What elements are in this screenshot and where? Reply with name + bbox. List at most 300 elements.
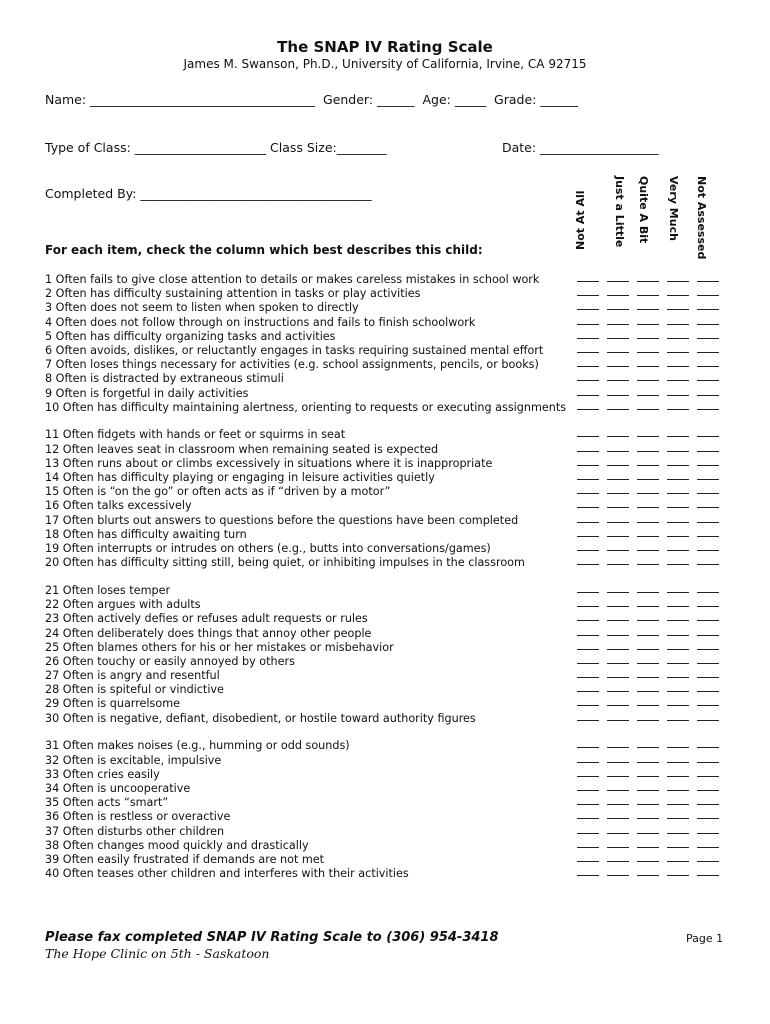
rating-checkboxes (577, 316, 719, 330)
rating-blank-column-2[interactable] (607, 542, 629, 551)
rating-blank-column-5[interactable] (697, 584, 719, 593)
rating-blank-column-2[interactable] (607, 471, 629, 480)
rating-checkboxes (577, 825, 719, 839)
rating-blank-column-4[interactable] (667, 796, 689, 805)
rating-blank-column-1[interactable] (577, 528, 599, 537)
rating-checkboxes (577, 556, 719, 570)
rating-blank-column-3[interactable] (637, 514, 659, 523)
rating-blank-column-4[interactable] (667, 655, 689, 664)
completed-by-field[interactable]: Completed By: _____________________________________ (45, 186, 372, 201)
rating-checkboxes (577, 853, 719, 867)
rating-checkboxes (577, 387, 719, 401)
rating-blank-column-3[interactable] (637, 712, 659, 721)
rating-blank-column-3[interactable] (637, 301, 659, 310)
rating-blank-column-4[interactable] (667, 514, 689, 523)
rating-blank-column-4[interactable] (667, 810, 689, 819)
rating-blank-column-5[interactable] (697, 514, 719, 523)
rating-blank-column-1[interactable] (577, 401, 599, 410)
rating-blank-column-1[interactable] (577, 301, 599, 310)
rating-checkboxes (577, 301, 719, 315)
rating-checkboxes (577, 712, 719, 726)
rating-blank-column-3[interactable] (637, 853, 659, 862)
rating-blank-column-5[interactable] (697, 316, 719, 325)
rating-blank-column-2[interactable] (607, 301, 629, 310)
rating-blank-column-1[interactable] (577, 372, 599, 381)
rating-blank-column-5[interactable] (697, 387, 719, 396)
rating-item-text: 28 Often is spiteful or vindictive (45, 683, 224, 697)
rating-blank-column-4[interactable] (667, 499, 689, 508)
rating-blank-column-5[interactable] (697, 867, 719, 876)
rating-blank-column-2[interactable] (607, 739, 629, 748)
rating-blank-column-4[interactable] (667, 839, 689, 848)
rating-item-text: 39 Often easily frustrated if demands are not met (45, 852, 325, 866)
rating-checkboxes (577, 457, 719, 471)
document-title: The SNAP IV Rating Scale (277, 38, 493, 56)
rating-item-text: 32 Often is excitable, impulsive (45, 753, 222, 767)
rating-blank-column-4[interactable] (667, 584, 689, 593)
name-gender-age-grade-field[interactable]: Name: ____________________________________ Gender: ______ Age: _____ Grade: ______ (45, 92, 578, 107)
rating-blank-column-3[interactable] (637, 457, 659, 466)
rating-blank-column-3[interactable] (637, 697, 659, 706)
rating-blank-column-5[interactable] (697, 344, 719, 353)
rating-blank-column-1[interactable] (577, 810, 599, 819)
rating-item-row (45, 499, 725, 513)
rating-item-text: 38 Often changes mood quickly and drastically (45, 838, 309, 852)
rating-blank-column-3[interactable] (637, 739, 659, 748)
rating-blank-column-1[interactable] (577, 542, 599, 551)
rating-checkboxes (577, 641, 719, 655)
rating-blank-column-2[interactable] (607, 768, 629, 777)
rating-blank-column-4[interactable] (667, 782, 689, 791)
column-header-not-assessed: Not Assessed (695, 176, 708, 260)
rating-blank-column-4[interactable] (667, 768, 689, 777)
rating-blank-column-1[interactable] (577, 556, 599, 565)
rating-item-row (45, 344, 725, 358)
rating-item-text: 35 Often acts “smart” (45, 796, 169, 810)
rating-item-text: 29 Often is quarrelsome (45, 697, 180, 711)
rating-blank-column-1[interactable] (577, 598, 599, 607)
rating-blank-column-4[interactable] (667, 697, 689, 706)
rating-blank-column-3[interactable] (637, 598, 659, 607)
rating-item-row (45, 301, 725, 315)
rating-blank-column-2[interactable] (607, 528, 629, 537)
rating-blank-column-2[interactable] (607, 499, 629, 508)
rating-blank-column-4[interactable] (667, 739, 689, 748)
rating-blank-column-3[interactable] (637, 428, 659, 437)
rating-blank-column-1[interactable] (577, 612, 599, 621)
rating-item-text: 27 Often is angry and resentful (45, 669, 220, 683)
rating-item-row (45, 712, 725, 726)
rating-item-row (45, 641, 725, 655)
rating-blank-column-4[interactable] (667, 556, 689, 565)
rating-item-text: 10 Often has difficulty maintaining alertness, orienting to requests or executing assignments (45, 400, 567, 414)
rating-blank-column-1[interactable] (577, 782, 599, 791)
rating-blank-column-3[interactable] (637, 867, 659, 876)
rating-checkboxes (577, 754, 719, 768)
rating-blank-column-1[interactable] (577, 471, 599, 480)
rating-blank-column-1[interactable] (577, 316, 599, 325)
rating-item-text: 2 Often has difficulty sustaining attention in tasks or play activities (45, 287, 421, 301)
rating-blank-column-1[interactable] (577, 669, 599, 678)
rating-blank-column-1[interactable] (577, 825, 599, 834)
rating-blank-column-3[interactable] (637, 810, 659, 819)
column-header-quite-a-bit: Quite A Bit (637, 176, 650, 244)
rating-blank-column-5[interactable] (697, 655, 719, 664)
rating-blank-column-3[interactable] (637, 471, 659, 480)
rating-item-row (45, 598, 725, 612)
rating-blank-column-4[interactable] (667, 825, 689, 834)
rating-blank-column-5[interactable] (697, 598, 719, 607)
rating-item-row (45, 273, 725, 287)
rating-blank-column-1[interactable] (577, 499, 599, 508)
rating-blank-column-3[interactable] (637, 655, 659, 664)
rating-blank-column-5[interactable] (697, 754, 719, 763)
rating-blank-column-1[interactable] (577, 273, 599, 282)
item-group (45, 273, 725, 415)
rating-checkboxes (577, 358, 719, 372)
rating-blank-column-4[interactable] (667, 867, 689, 876)
rating-blank-column-5[interactable] (697, 839, 719, 848)
rating-blank-column-5[interactable] (697, 372, 719, 381)
rating-blank-column-3[interactable] (637, 499, 659, 508)
rating-blank-column-1[interactable] (577, 796, 599, 805)
rating-blank-column-2[interactable] (607, 584, 629, 593)
rating-blank-column-4[interactable] (667, 542, 689, 551)
rating-blank-column-1[interactable] (577, 683, 599, 692)
rating-blank-column-5[interactable] (697, 401, 719, 410)
rating-blank-column-4[interactable] (667, 358, 689, 367)
document-subtitle: James M. Swanson, Ph.D., University of California, Irvine, CA 92715 (183, 57, 587, 71)
rating-blank-column-5[interactable] (697, 273, 719, 282)
rating-item-text: 22 Often argues with adults (45, 598, 201, 612)
rating-checkboxes (577, 485, 719, 499)
rating-blank-column-2[interactable] (607, 683, 629, 692)
rating-blank-column-5[interactable] (697, 330, 719, 339)
rating-blank-column-4[interactable] (667, 627, 689, 636)
rating-item-text: 34 Often is uncooperative (45, 781, 191, 795)
rating-blank-column-5[interactable] (697, 358, 719, 367)
rating-blank-column-2[interactable] (607, 344, 629, 353)
rating-blank-column-3[interactable] (637, 287, 659, 296)
rating-blank-column-4[interactable] (667, 387, 689, 396)
rating-blank-column-2[interactable] (607, 514, 629, 523)
rating-blank-column-5[interactable] (697, 669, 719, 678)
rating-blank-column-1[interactable] (577, 655, 599, 664)
rating-blank-column-4[interactable] (667, 598, 689, 607)
rating-blank-column-1[interactable] (577, 428, 599, 437)
rating-checkboxes (577, 273, 719, 287)
rating-item-text: 25 Often blames others for his or her mistakes or misbehavior (45, 640, 394, 654)
column-header-just-a-little: Just a Little (613, 176, 626, 248)
rating-item-text: 1 Often fails to give close attention to details or makes careless mistakes in school work (45, 273, 540, 286)
rating-blank-column-5[interactable] (697, 782, 719, 791)
rating-blank-column-2[interactable] (607, 641, 629, 650)
rating-blank-column-2[interactable] (607, 627, 629, 636)
rating-item-text: 12 Often leaves seat in classroom when remaining seated is expected (45, 442, 439, 456)
rating-blank-column-1[interactable] (577, 344, 599, 353)
rating-item-row (45, 853, 725, 867)
rating-blank-column-3[interactable] (637, 754, 659, 763)
rating-blank-column-2[interactable] (607, 443, 629, 452)
rating-blank-column-5[interactable] (697, 428, 719, 437)
rating-item-text: 30 Often is negative, defiant, disobedient, or hostile toward authority figures (45, 711, 476, 725)
rating-blank-column-4[interactable] (667, 683, 689, 692)
rating-blank-column-4[interactable] (667, 316, 689, 325)
rating-blank-column-5[interactable] (697, 697, 719, 706)
rating-blank-column-2[interactable] (607, 669, 629, 678)
rating-blank-column-4[interactable] (667, 344, 689, 353)
rating-item-text: 18 Often has difficulty awaiting turn (45, 527, 247, 541)
rating-item-row (45, 796, 725, 810)
rating-checkboxes (577, 542, 719, 556)
rating-item-text: 4 Often does not follow through on instructions and fails to finish schoolwork (45, 315, 476, 329)
rating-item-text: 9 Often is forgetful in daily activities (45, 386, 249, 400)
rating-blank-column-1[interactable] (577, 584, 599, 593)
rating-checkboxes (577, 796, 719, 810)
rating-blank-column-5[interactable] (697, 542, 719, 551)
rating-item-row (45, 839, 725, 853)
rating-blank-column-5[interactable] (697, 471, 719, 480)
rating-blank-column-2[interactable] (607, 457, 629, 466)
rating-checkboxes (577, 739, 719, 753)
rating-blank-column-1[interactable] (577, 287, 599, 296)
rating-blank-column-2[interactable] (607, 401, 629, 410)
rating-blank-column-3[interactable] (637, 641, 659, 650)
rating-blank-column-5[interactable] (697, 287, 719, 296)
rating-blank-column-3[interactable] (637, 330, 659, 339)
rating-blank-column-1[interactable] (577, 839, 599, 848)
rating-blank-column-2[interactable] (607, 556, 629, 565)
rating-blank-column-3[interactable] (637, 683, 659, 692)
rating-blank-column-4[interactable] (667, 457, 689, 466)
rating-blank-column-2[interactable] (607, 825, 629, 834)
rating-blank-column-1[interactable] (577, 712, 599, 721)
rating-blank-column-5[interactable] (697, 768, 719, 777)
rating-blank-column-1[interactable] (577, 330, 599, 339)
rating-blank-column-4[interactable] (667, 712, 689, 721)
rating-blank-column-3[interactable] (637, 627, 659, 636)
rating-blank-column-1[interactable] (577, 387, 599, 396)
rating-blank-column-3[interactable] (637, 316, 659, 325)
rating-blank-column-4[interactable] (667, 853, 689, 862)
rating-blank-column-4[interactable] (667, 641, 689, 650)
rating-blank-column-5[interactable] (697, 810, 719, 819)
rating-item-text: 26 Often touchy or easily annoyed by others (45, 654, 295, 668)
rating-checkboxes (577, 839, 719, 853)
rating-checkboxes (577, 528, 719, 542)
rating-item-row (45, 514, 725, 528)
rating-item-text: 3 Often does not seem to listen when spoken to directly (45, 301, 359, 315)
rating-blank-column-1[interactable] (577, 768, 599, 777)
rating-item-text: 17 Often blurts out answers to questions before the questions have been completed (45, 513, 519, 527)
rating-blank-column-2[interactable] (607, 273, 629, 282)
rating-items-list (45, 273, 725, 895)
page-number: Page 1 (686, 932, 724, 945)
rating-blank-column-5[interactable] (697, 825, 719, 834)
rating-blank-column-3[interactable] (637, 584, 659, 593)
rating-blank-column-3[interactable] (637, 358, 659, 367)
rating-blank-column-1[interactable] (577, 867, 599, 876)
rating-blank-column-5[interactable] (697, 457, 719, 466)
rating-checkboxes (577, 514, 719, 528)
rating-blank-column-1[interactable] (577, 457, 599, 466)
rating-blank-column-4[interactable] (667, 428, 689, 437)
rating-blank-column-1[interactable] (577, 739, 599, 748)
rating-item-text: 24 Often deliberately does things that annoy other people (45, 626, 372, 640)
rating-blank-column-1[interactable] (577, 641, 599, 650)
rating-blank-column-4[interactable] (667, 471, 689, 480)
rating-checkboxes (577, 768, 719, 782)
rating-blank-column-5[interactable] (697, 612, 719, 621)
rating-blank-column-5[interactable] (697, 301, 719, 310)
rating-blank-column-5[interactable] (697, 556, 719, 565)
rating-blank-column-2[interactable] (607, 598, 629, 607)
item-group (45, 428, 725, 570)
rating-blank-column-5[interactable] (697, 499, 719, 508)
rating-blank-column-2[interactable] (607, 358, 629, 367)
rating-blank-column-2[interactable] (607, 853, 629, 862)
rating-blank-column-3[interactable] (637, 387, 659, 396)
rating-blank-column-5[interactable] (697, 627, 719, 636)
rating-checkboxes (577, 683, 719, 697)
rating-blank-column-3[interactable] (637, 669, 659, 678)
rating-blank-column-1[interactable] (577, 358, 599, 367)
rating-blank-column-2[interactable] (607, 655, 629, 664)
rating-item-row (45, 683, 725, 697)
rating-blank-column-1[interactable] (577, 485, 599, 494)
rating-blank-column-5[interactable] (697, 683, 719, 692)
rating-blank-column-3[interactable] (637, 273, 659, 282)
rating-item-row (45, 669, 725, 683)
rating-blank-column-4[interactable] (667, 273, 689, 282)
rating-blank-column-4[interactable] (667, 485, 689, 494)
rating-item-row (45, 825, 725, 839)
rating-blank-column-1[interactable] (577, 443, 599, 452)
rating-checkboxes (577, 287, 719, 301)
rating-item-row (45, 782, 725, 796)
rating-blank-column-3[interactable] (637, 542, 659, 551)
rating-blank-column-3[interactable] (637, 839, 659, 848)
rating-blank-column-5[interactable] (697, 443, 719, 452)
rating-item-row (45, 372, 725, 386)
rating-blank-column-4[interactable] (667, 287, 689, 296)
rating-blank-column-2[interactable] (607, 810, 629, 819)
rating-item-text: 37 Often disturbs other children (45, 824, 225, 838)
rating-blank-column-2[interactable] (607, 485, 629, 494)
date-field[interactable]: Date: ___________________ (502, 140, 659, 155)
rating-blank-column-5[interactable] (697, 641, 719, 650)
rating-blank-column-3[interactable] (637, 782, 659, 791)
rating-checkboxes (577, 443, 719, 457)
rating-item-row (45, 867, 725, 881)
rating-blank-column-2[interactable] (607, 712, 629, 721)
rating-item-row (45, 330, 725, 344)
rating-blank-column-5[interactable] (697, 712, 719, 721)
rating-blank-column-3[interactable] (637, 401, 659, 410)
rating-blank-column-4[interactable] (667, 754, 689, 763)
rating-item-row (45, 401, 725, 415)
rating-checkboxes (577, 471, 719, 485)
rating-blank-column-1[interactable] (577, 514, 599, 523)
rating-blank-column-4[interactable] (667, 669, 689, 678)
rating-blank-column-3[interactable] (637, 344, 659, 353)
rating-blank-column-1[interactable] (577, 697, 599, 706)
rating-item-row (45, 768, 725, 782)
rating-checkboxes (577, 655, 719, 669)
rating-blank-column-1[interactable] (577, 853, 599, 862)
rating-blank-column-3[interactable] (637, 768, 659, 777)
rating-blank-column-2[interactable] (607, 754, 629, 763)
rating-blank-column-2[interactable] (607, 697, 629, 706)
rating-blank-column-4[interactable] (667, 372, 689, 381)
rating-item-row (45, 358, 725, 372)
rating-blank-column-1[interactable] (577, 754, 599, 763)
rating-blank-column-2[interactable] (607, 796, 629, 805)
rating-checkboxes (577, 867, 719, 881)
rating-blank-column-4[interactable] (667, 330, 689, 339)
rating-item-text: 40 Often teases other children and interferes with their activities (45, 867, 409, 881)
rating-blank-column-4[interactable] (667, 301, 689, 310)
rating-blank-column-2[interactable] (607, 839, 629, 848)
rating-blank-column-2[interactable] (607, 330, 629, 339)
rating-blank-column-4[interactable] (667, 401, 689, 410)
rating-blank-column-3[interactable] (637, 528, 659, 537)
rating-blank-column-3[interactable] (637, 612, 659, 621)
fax-instructions: Please fax completed SNAP IV Rating Scale to (306) 954-3418 (45, 930, 499, 945)
rating-blank-column-5[interactable] (697, 853, 719, 862)
class-type-size-field[interactable]: Type of Class: _____________________ Class Size:________ (45, 140, 387, 155)
rating-item-text: 20 Often has difficulty sitting still, being quiet, or inhibiting impulses in the classroom (45, 556, 525, 570)
item-group (45, 584, 725, 726)
clinic-signature: The Hope Clinic on 5th - Saskatoon (45, 946, 270, 961)
rating-blank-column-2[interactable] (607, 782, 629, 791)
rating-blank-column-2[interactable] (607, 387, 629, 396)
rating-item-row (45, 739, 725, 753)
column-header-very-much: Very Much (667, 176, 680, 241)
rating-blank-column-3[interactable] (637, 485, 659, 494)
rating-blank-column-3[interactable] (637, 825, 659, 834)
rating-item-text: 19 Often interrupts or intrudes on others (e.g., butts into conversations/games) (45, 541, 491, 555)
rating-blank-column-2[interactable] (607, 428, 629, 437)
rating-item-row (45, 754, 725, 768)
rating-blank-column-5[interactable] (697, 485, 719, 494)
rating-blank-column-3[interactable] (637, 443, 659, 452)
rating-blank-column-2[interactable] (607, 316, 629, 325)
instructions-text: For each item, check the column which best describes this child: (45, 243, 483, 257)
rating-blank-column-3[interactable] (637, 796, 659, 805)
rating-blank-column-5[interactable] (697, 528, 719, 537)
rating-blank-column-1[interactable] (577, 627, 599, 636)
rating-item-text: 13 Often runs about or climbs excessively in situations where it is inappropriate (45, 456, 493, 470)
rating-blank-column-4[interactable] (667, 528, 689, 537)
rating-blank-column-4[interactable] (667, 612, 689, 621)
rating-item-row (45, 428, 725, 442)
item-group (45, 739, 725, 881)
rating-blank-column-2[interactable] (607, 612, 629, 621)
rating-checkboxes (577, 584, 719, 598)
rating-blank-column-3[interactable] (637, 372, 659, 381)
rating-blank-column-5[interactable] (697, 739, 719, 748)
rating-item-text: 11 Often fidgets with hands or feet or squirms in seat (45, 428, 346, 442)
rating-blank-column-2[interactable] (607, 287, 629, 296)
rating-blank-column-2[interactable] (607, 867, 629, 876)
rating-blank-column-3[interactable] (637, 556, 659, 565)
rating-blank-column-5[interactable] (697, 796, 719, 805)
rating-blank-column-4[interactable] (667, 443, 689, 452)
rating-blank-column-2[interactable] (607, 372, 629, 381)
rating-item-row (45, 655, 725, 669)
rating-checkboxes (577, 782, 719, 796)
